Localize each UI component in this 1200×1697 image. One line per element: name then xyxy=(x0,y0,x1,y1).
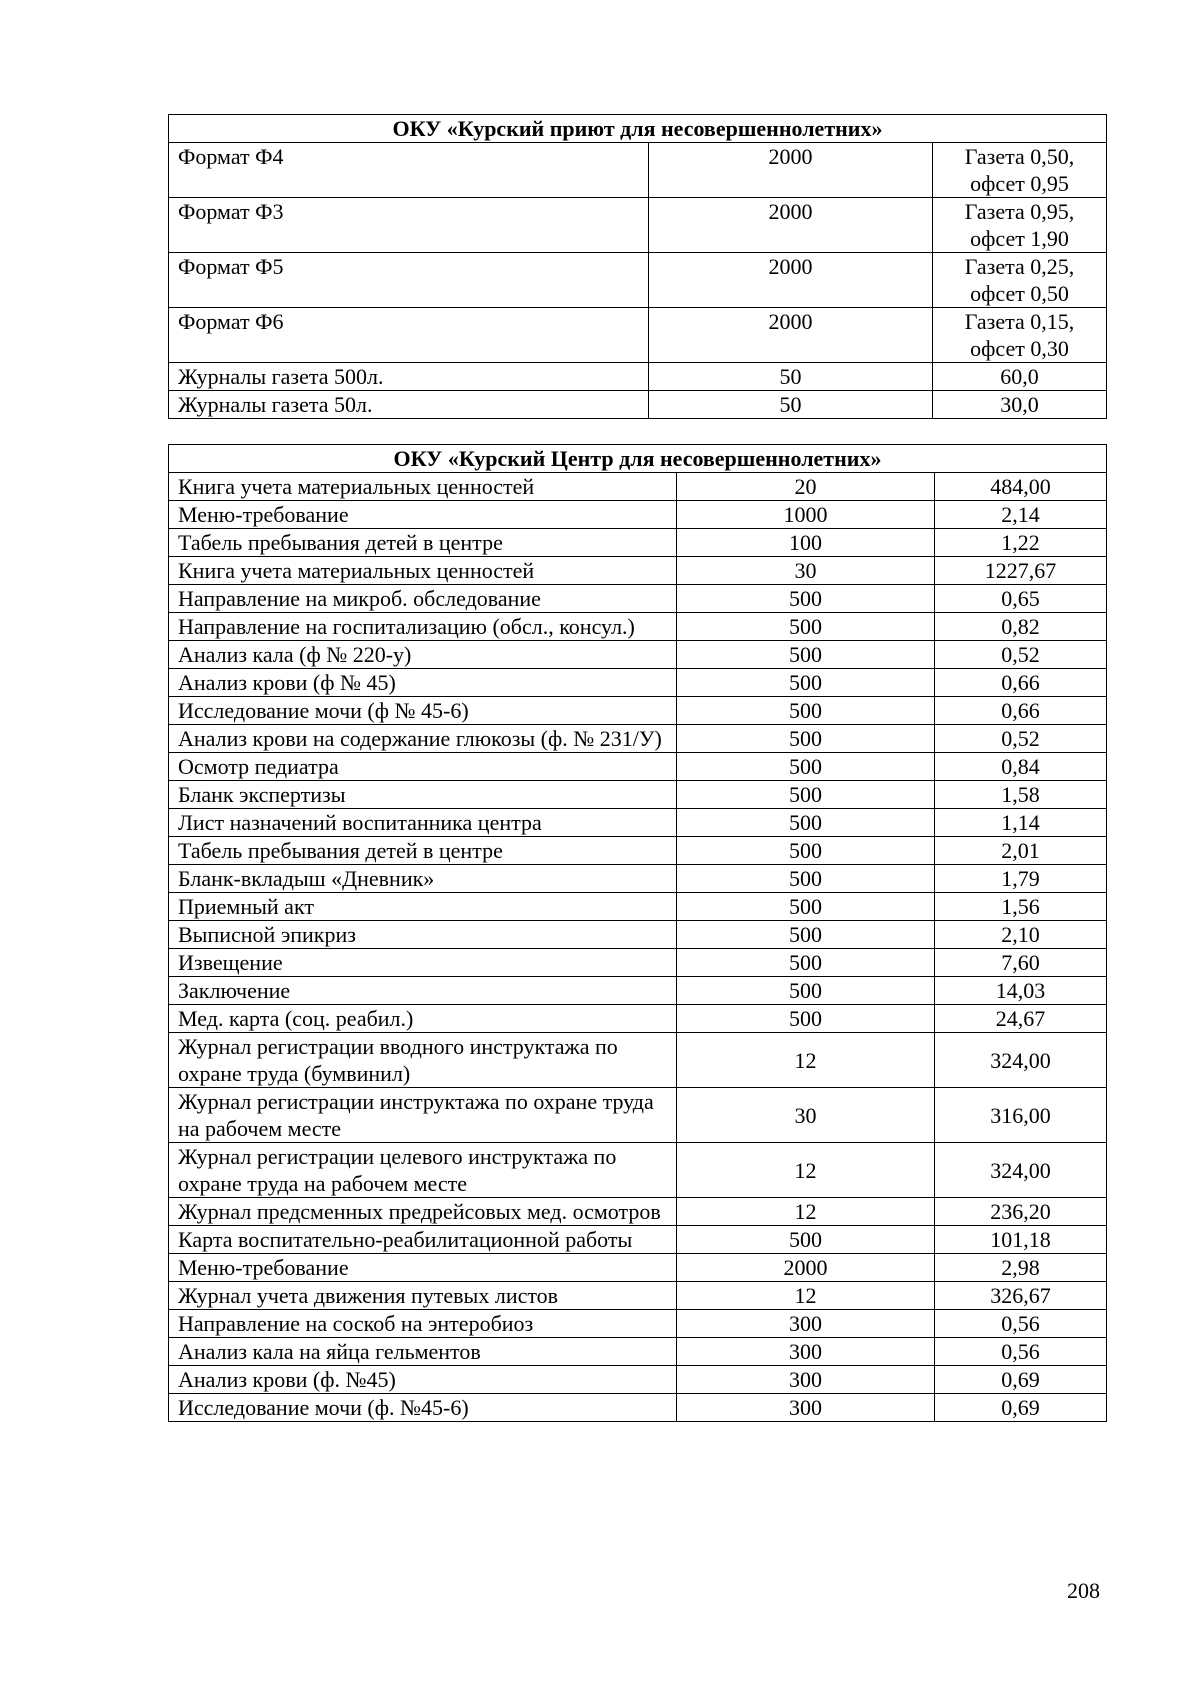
item-name: Приемный акт xyxy=(169,893,677,921)
item-price: 316,00 xyxy=(935,1088,1107,1143)
item-price: 0,84 xyxy=(935,753,1107,781)
item-quantity: 50 xyxy=(649,363,933,391)
section-title: ОКУ «Курский приют для несовершеннолетних» xyxy=(169,115,1107,143)
item-name: Направление на соскоб на энтеробиоз xyxy=(169,1310,677,1338)
item-price: 2,01 xyxy=(935,837,1107,865)
table-row xyxy=(169,1310,1107,1338)
table-row xyxy=(169,865,1107,893)
item-name: Формат Ф4 xyxy=(169,143,649,198)
table-row xyxy=(169,363,1107,391)
item-price: 0,66 xyxy=(935,697,1107,725)
table-row xyxy=(169,585,1107,613)
item-quantity: 500 xyxy=(677,613,935,641)
item-price: 236,20 xyxy=(935,1198,1107,1226)
item-name: Бланк экспертизы xyxy=(169,781,677,809)
item-price: 1,58 xyxy=(935,781,1107,809)
table-row xyxy=(169,1143,1107,1198)
table-row xyxy=(169,557,1107,585)
item-price: 30,0 xyxy=(933,391,1107,419)
item-quantity: 50 xyxy=(649,391,933,419)
item-quantity: 2000 xyxy=(677,1254,935,1282)
table-row xyxy=(169,1088,1107,1143)
item-name: Анализ крови (ф. №45) xyxy=(169,1366,677,1394)
item-quantity: 12 xyxy=(677,1282,935,1310)
table-row xyxy=(169,501,1107,529)
table-row xyxy=(169,1033,1107,1088)
item-quantity: 2000 xyxy=(649,143,933,198)
item-quantity: 2000 xyxy=(649,253,933,308)
table-row xyxy=(169,473,1107,501)
item-quantity: 500 xyxy=(677,977,935,1005)
item-name: Выписной эпикриз xyxy=(169,921,677,949)
item-price: 1,56 xyxy=(935,893,1107,921)
item-quantity: 300 xyxy=(677,1366,935,1394)
item-quantity: 500 xyxy=(677,725,935,753)
item-price: 484,00 xyxy=(935,473,1107,501)
item-price: 324,00 xyxy=(935,1143,1107,1198)
item-price: 2,10 xyxy=(935,921,1107,949)
item-name: Анализ крови на содержание глюкозы (ф. № 231/У) xyxy=(169,725,677,753)
item-price: 324,00 xyxy=(935,1033,1107,1088)
item-name: Осмотр педиатра xyxy=(169,753,677,781)
item-price: 1,22 xyxy=(935,529,1107,557)
item-price: 2,98 xyxy=(935,1254,1107,1282)
item-price: 0,82 xyxy=(935,613,1107,641)
table-row xyxy=(169,308,1107,363)
item-price: 326,67 xyxy=(935,1282,1107,1310)
item-price: Газета 0,15, офсет 0,30 xyxy=(933,308,1107,363)
table-row xyxy=(169,669,1107,697)
item-quantity: 500 xyxy=(677,669,935,697)
item-name: Журнал регистрации вводного инструктажа по охране труда (бумвинил) xyxy=(169,1033,677,1088)
item-quantity: 300 xyxy=(677,1338,935,1366)
table-row xyxy=(169,391,1107,419)
item-name: Бланк-вкладыш «Дневник» xyxy=(169,865,677,893)
table-row xyxy=(169,143,1107,198)
section-title: ОКУ «Курский Центр для несовершеннолетних» xyxy=(169,445,1107,473)
item-name: Анализ кала на яйца гельментов xyxy=(169,1338,677,1366)
item-quantity: 2000 xyxy=(649,308,933,363)
item-price: 0,66 xyxy=(935,669,1107,697)
item-quantity: 500 xyxy=(677,1005,935,1033)
item-name: Анализ крови (ф № 45) xyxy=(169,669,677,697)
item-price: 2,14 xyxy=(935,501,1107,529)
page-number: 208 xyxy=(1067,1578,1100,1603)
table-row xyxy=(169,1254,1107,1282)
item-price: 60,0 xyxy=(933,363,1107,391)
item-quantity: 1000 xyxy=(677,501,935,529)
item-price: 0,69 xyxy=(935,1394,1107,1422)
item-quantity: 500 xyxy=(677,585,935,613)
item-quantity: 500 xyxy=(677,921,935,949)
item-price: 0,69 xyxy=(935,1366,1107,1394)
item-quantity: 300 xyxy=(677,1310,935,1338)
table-row xyxy=(169,1282,1107,1310)
table-kursk-center xyxy=(168,444,1107,1422)
table-row xyxy=(169,1198,1107,1226)
item-name: Заключение xyxy=(169,977,677,1005)
item-name: Формат Ф6 xyxy=(169,308,649,363)
table-row xyxy=(169,809,1107,837)
item-name: Формат Ф5 xyxy=(169,253,649,308)
item-name: Журнал учета движения путевых листов xyxy=(169,1282,677,1310)
item-quantity: 100 xyxy=(677,529,935,557)
item-name: Карта воспитательно-реабилитационной работы xyxy=(169,1226,677,1254)
table-row xyxy=(169,949,1107,977)
item-name: Исследование мочи (ф. №45-6) xyxy=(169,1394,677,1422)
table-row xyxy=(169,198,1107,253)
item-price: 0,52 xyxy=(935,641,1107,669)
item-price: 7,60 xyxy=(935,949,1107,977)
table-row xyxy=(169,893,1107,921)
item-price: Газета 0,25, офсет 0,50 xyxy=(933,253,1107,308)
item-name: Формат Ф3 xyxy=(169,198,649,253)
table-row xyxy=(169,1005,1107,1033)
item-quantity: 20 xyxy=(677,473,935,501)
item-quantity: 500 xyxy=(677,753,935,781)
table-kursk-shelter xyxy=(168,114,1107,419)
item-quantity: 500 xyxy=(677,641,935,669)
item-name: Журналы газета 50л. xyxy=(169,391,649,419)
table-row xyxy=(169,977,1107,1005)
item-name: Меню-требование xyxy=(169,501,677,529)
item-name: Мед. карта (соц. реабил.) xyxy=(169,1005,677,1033)
item-price: 1,14 xyxy=(935,809,1107,837)
item-name: Книга учета материальных ценностей xyxy=(169,473,677,501)
table-row xyxy=(169,725,1107,753)
item-quantity: 500 xyxy=(677,949,935,977)
item-name: Лист назначений воспитанника центра xyxy=(169,809,677,837)
item-name: Книга учета материальных ценностей xyxy=(169,557,677,585)
item-price: 24,67 xyxy=(935,1005,1107,1033)
item-price: 14,03 xyxy=(935,977,1107,1005)
item-quantity: 500 xyxy=(677,809,935,837)
table-row xyxy=(169,1394,1107,1422)
item-quantity: 500 xyxy=(677,837,935,865)
table-row xyxy=(169,781,1107,809)
item-quantity: 12 xyxy=(677,1198,935,1226)
section-header-row xyxy=(169,445,1107,473)
item-quantity: 300 xyxy=(677,1394,935,1422)
item-name: Направление на микроб. обследование xyxy=(169,585,677,613)
item-name: Меню-требование xyxy=(169,1254,677,1282)
item-name: Табель пребывания детей в центре xyxy=(169,529,677,557)
item-quantity: 500 xyxy=(677,893,935,921)
table-row xyxy=(169,837,1107,865)
item-quantity: 12 xyxy=(677,1033,935,1088)
item-price: 0,52 xyxy=(935,725,1107,753)
table-row xyxy=(169,753,1107,781)
item-name: Извещение xyxy=(169,949,677,977)
table-row xyxy=(169,613,1107,641)
item-quantity: 30 xyxy=(677,1088,935,1143)
section-header-row xyxy=(169,115,1107,143)
item-price: 0,65 xyxy=(935,585,1107,613)
table-kursk-shelter-body xyxy=(169,115,1107,419)
table-row xyxy=(169,1366,1107,1394)
item-price: 1227,67 xyxy=(935,557,1107,585)
item-name: Журнал регистрации целевого инструктажа по охране труда на рабочем месте xyxy=(169,1143,677,1198)
item-quantity: 2000 xyxy=(649,198,933,253)
table-row xyxy=(169,641,1107,669)
table-row xyxy=(169,529,1107,557)
item-price: 101,18 xyxy=(935,1226,1107,1254)
item-price: Газета 0,50, офсет 0,95 xyxy=(933,143,1107,198)
item-name: Журнал регистрации инструктажа по охране труда на рабочем месте xyxy=(169,1088,677,1143)
item-name: Направление на госпитализацию (обсл., консул.) xyxy=(169,613,677,641)
item-name: Табель пребывания детей в центре xyxy=(169,837,677,865)
table-row xyxy=(169,1338,1107,1366)
item-price: 0,56 xyxy=(935,1338,1107,1366)
item-price: 0,56 xyxy=(935,1310,1107,1338)
table-row xyxy=(169,1226,1107,1254)
item-quantity: 500 xyxy=(677,781,935,809)
item-quantity: 500 xyxy=(677,697,935,725)
table-row xyxy=(169,921,1107,949)
item-price: 1,79 xyxy=(935,865,1107,893)
item-price: Газета 0,95, офсет 1,90 xyxy=(933,198,1107,253)
item-quantity: 500 xyxy=(677,865,935,893)
item-quantity: 30 xyxy=(677,557,935,585)
table-row xyxy=(169,697,1107,725)
item-name: Исследование мочи (ф № 45-6) xyxy=(169,697,677,725)
item-quantity: 500 xyxy=(677,1226,935,1254)
table-row xyxy=(169,253,1107,308)
item-name: Журналы газета 500л. xyxy=(169,363,649,391)
table-kursk-center-body xyxy=(169,445,1107,1422)
item-name: Журнал предсменных предрейсовых мед. осмотров xyxy=(169,1198,677,1226)
item-quantity: 12 xyxy=(677,1143,935,1198)
item-name: Анализ кала (ф № 220-у) xyxy=(169,641,677,669)
